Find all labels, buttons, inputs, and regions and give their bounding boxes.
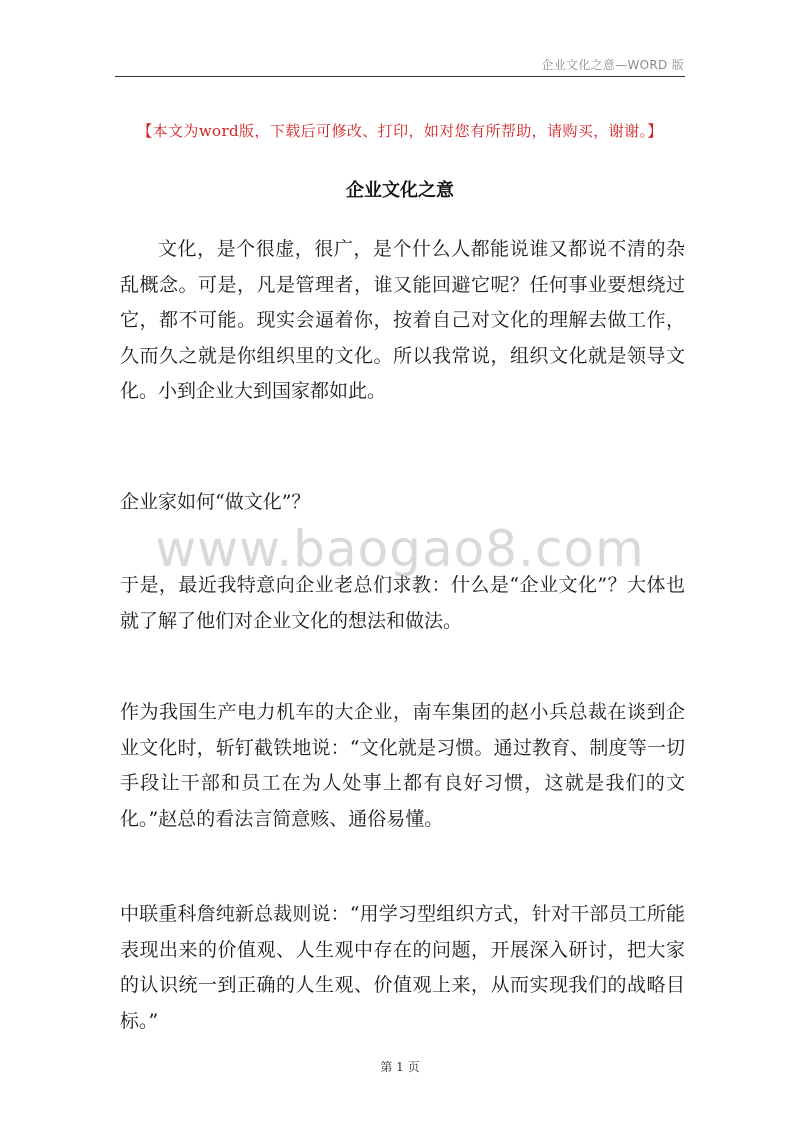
document-title: 企业文化之意 (346, 180, 454, 201)
paragraph-csr-quote: 作为我国生产电力机车的大企业，南车集团的赵小兵总裁在谈到企业文化时，斩钉截铁地说：“文化就是习惯。通过教育、制度等一切手段让干部和员工在为人处事上都有良好习惯，这就是我们的文化。”赵总的看法言简意赅、通俗易懂。 (120, 701, 685, 830)
watermark: www.baogao8.com (155, 520, 645, 578)
page-number: 第 1 页 (380, 1060, 420, 1074)
paragraph-zoomlion-quote: 中联重科詹纯新总裁则说：“用学习型组织方式，针对干部员工所能表现出来的价值观、人生观中存在的问题，开展深入研讨，把大家的认识统一到正确的人生观、价值观上来，从而实现我们的战略目标。” (120, 903, 685, 1032)
paragraph-inquiry: 于是，最近我特意向企业老总们求教：什么是“企业文化”？大体也就了解了他们对企业文化的想法和做法。 (120, 574, 685, 632)
download-notice: 【本文为word版，下载后可修改、打印，如对您有所帮助，请购买，谢谢。】 (137, 122, 663, 140)
paragraph-question: 企业家如何“做文化”？ (120, 491, 311, 513)
running-header: 企业文化之意—WORD 版 (541, 58, 684, 72)
paragraph-intro: 文化，是个很虚，很广，是个什么人都能说谁又都说不清的杂乱概念。可是，凡是管理者，谁又能回避它呢？任何事业要想绕过它，都不可能。现实会逼着你，按着自己对文化的理解去做工作，久而久之就是你组织里的文化。所以我常说，组织文化就是领导文化。小到企业大到国家都如此。 (120, 238, 685, 402)
header-divider (115, 76, 685, 77)
